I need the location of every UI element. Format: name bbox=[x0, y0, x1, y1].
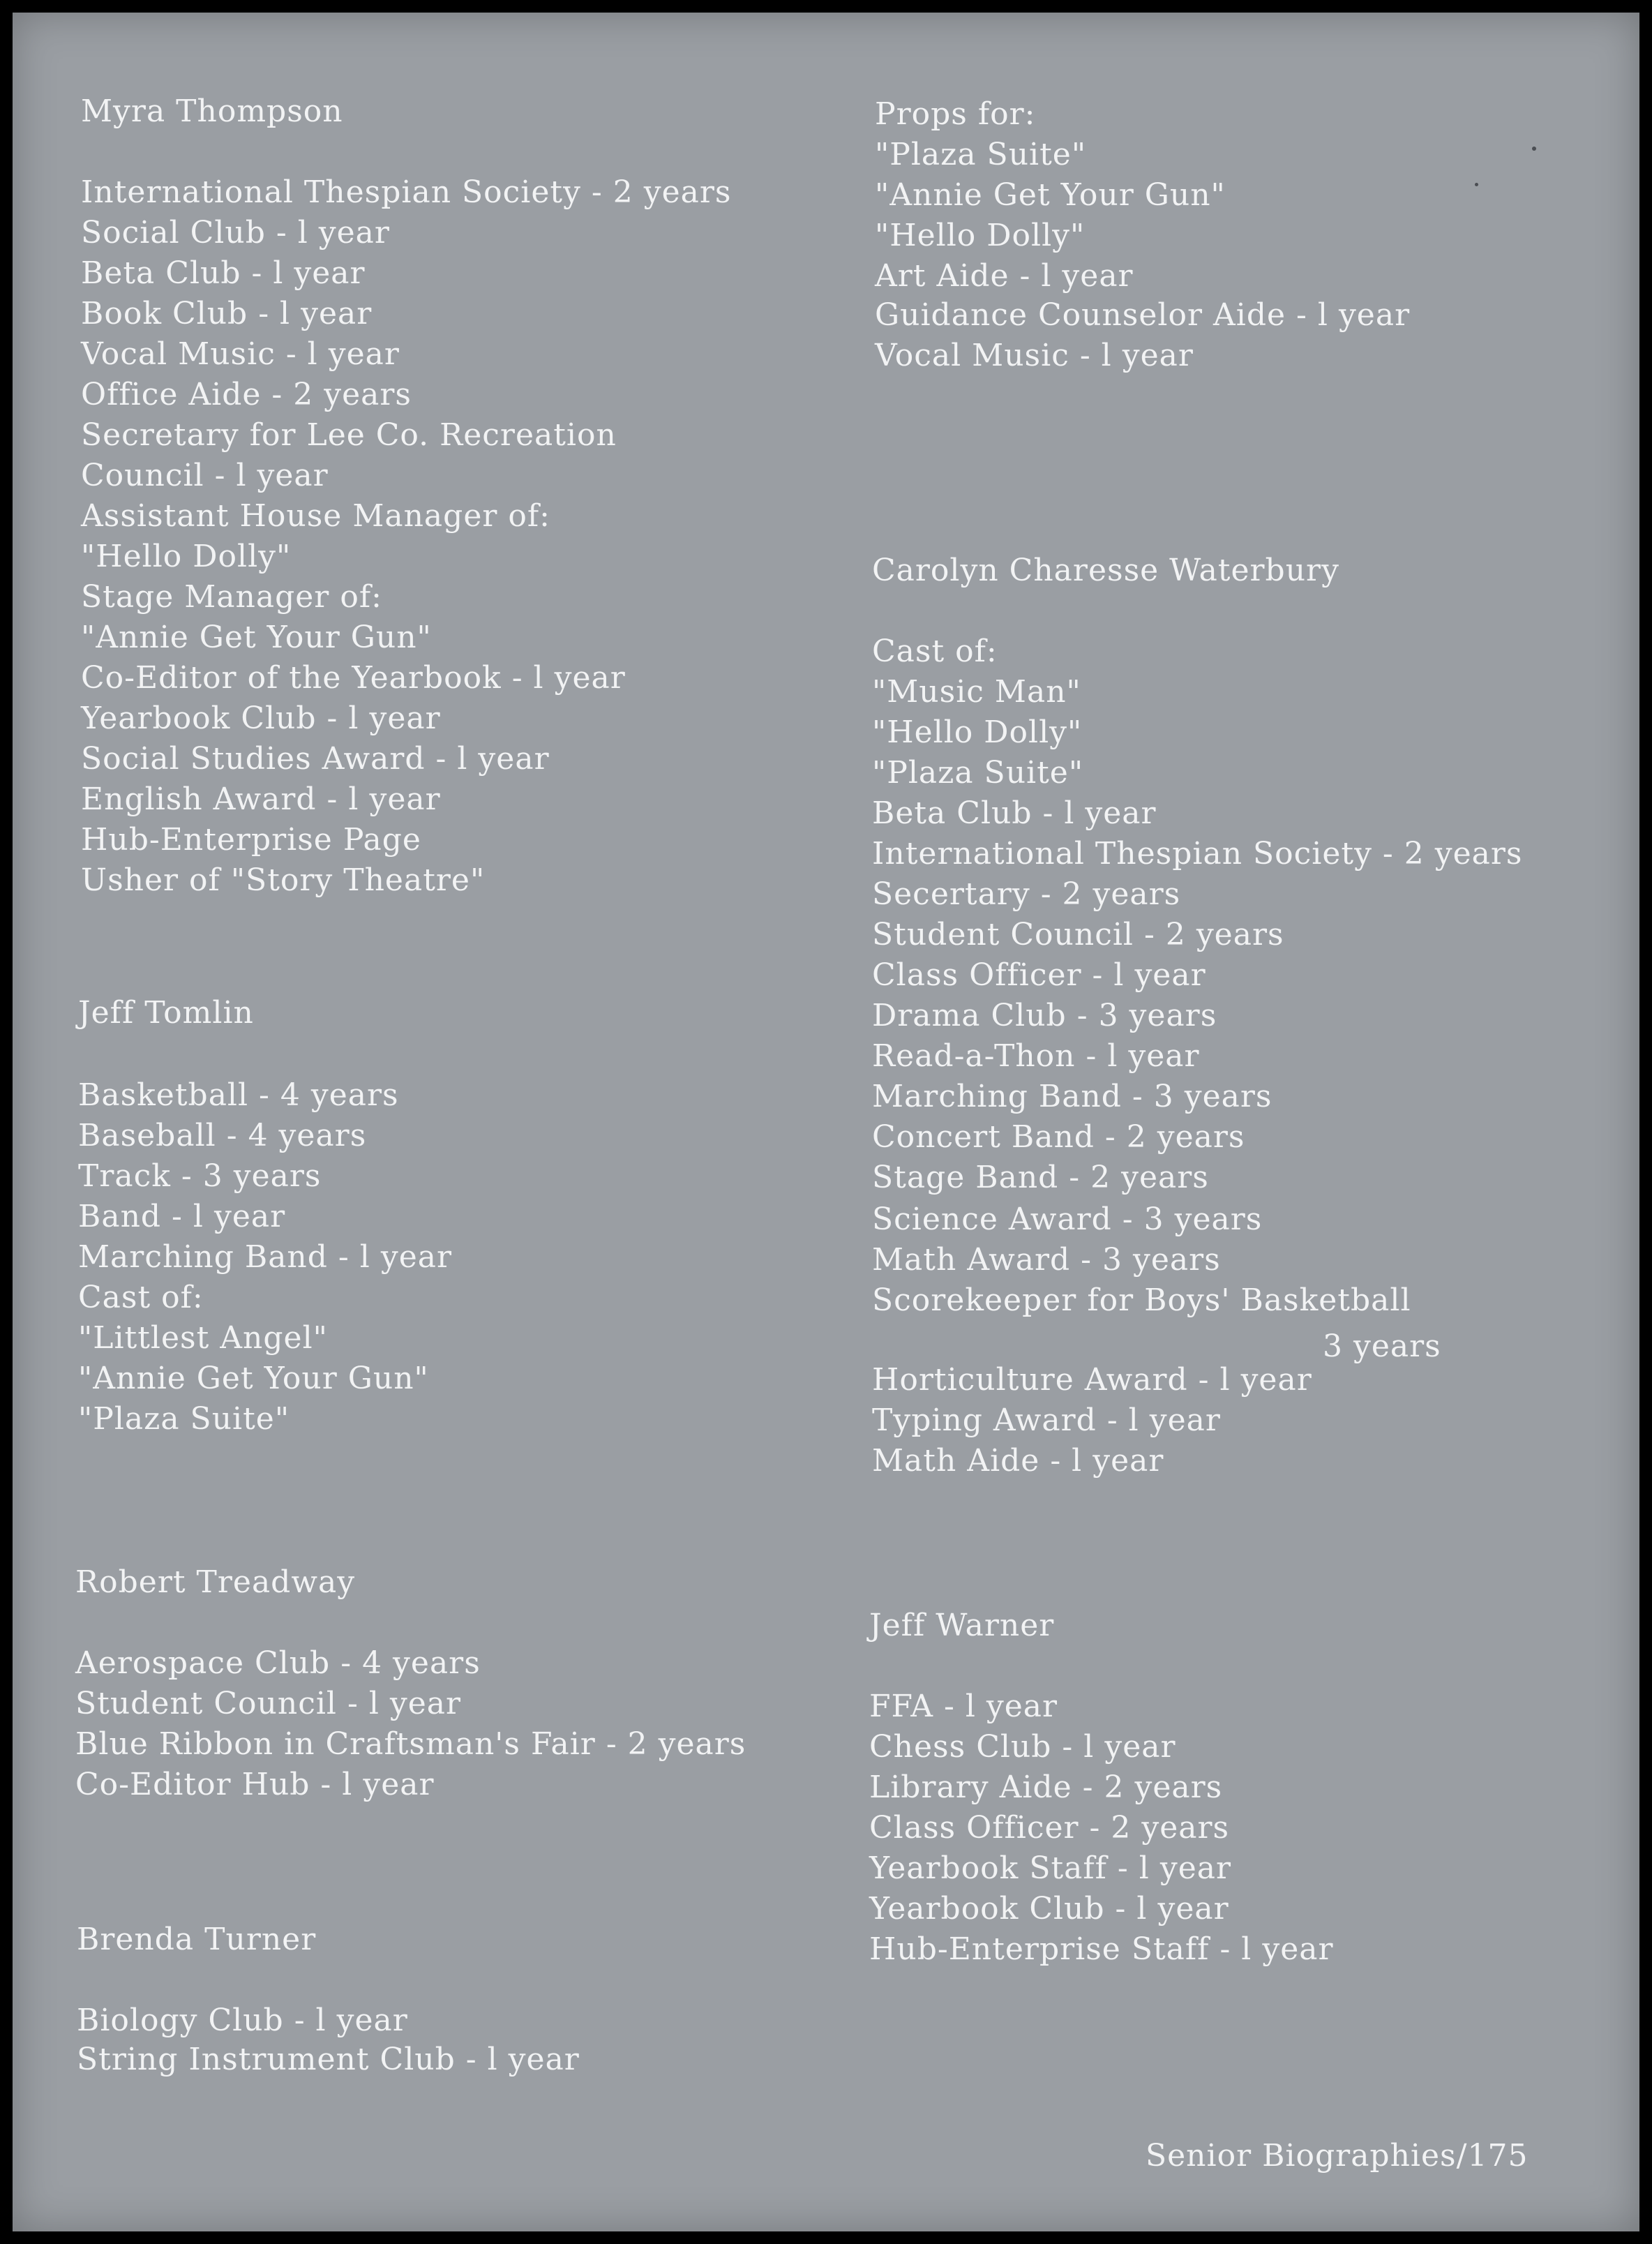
bio-item: International Thespian Society - 2 years bbox=[872, 836, 1523, 872]
print-speck bbox=[1532, 147, 1536, 151]
bio-item: Social Studies Award - l year bbox=[81, 741, 550, 777]
bio-item: Props for: bbox=[875, 96, 1036, 132]
bio-item: Scorekeeper for Boys' Basketball bbox=[872, 1282, 1411, 1318]
bio-item: Art Aide - l year bbox=[875, 258, 1134, 294]
print-speck bbox=[1475, 183, 1478, 186]
bio-item: Hub-Enterprise Staff - l year bbox=[869, 1931, 1334, 1967]
bio-item: Cast of: bbox=[872, 634, 998, 669]
bio-item: Yearbook Staff - l year bbox=[869, 1850, 1232, 1886]
bio-item: Math Award - 3 years bbox=[872, 1242, 1221, 1278]
bio-item: Co-Editor Hub - l year bbox=[75, 1767, 435, 1802]
bio-item: String Instrument Club - l year bbox=[77, 2042, 580, 2077]
bio-item: Stage Manager of: bbox=[81, 579, 382, 615]
bio-item: "Hello Dolly" bbox=[872, 715, 1083, 750]
bio-item: 3 years bbox=[1323, 1329, 1441, 1364]
bio-item: Vocal Music - l year bbox=[875, 338, 1194, 373]
bio-item: Student Council - l year bbox=[75, 1686, 462, 1721]
bio-item: Hub-Enterprise Page bbox=[81, 822, 421, 858]
bio-item: Council - l year bbox=[81, 458, 329, 493]
bio-item: Social Club - l year bbox=[81, 215, 390, 250]
bio-item: Biology Club - l year bbox=[77, 2003, 408, 2038]
bio-name: Myra Thompson bbox=[81, 94, 343, 129]
bio-item: Baseball - 4 years bbox=[78, 1118, 367, 1153]
bio-item: Drama Club - 3 years bbox=[872, 998, 1217, 1033]
bio-item: Student Council - 2 years bbox=[872, 917, 1284, 952]
bio-item: Guidance Counselor Aide - l year bbox=[875, 297, 1411, 333]
bio-item: "Annie Get Your Gun" bbox=[875, 177, 1226, 213]
bio-item: Aerospace Club - 4 years bbox=[75, 1645, 481, 1681]
bio-item: International Thespian Society - 2 years bbox=[81, 174, 732, 210]
bio-item: Beta Club - l year bbox=[872, 795, 1157, 831]
page-footer: Senior Biographies/175 bbox=[1146, 2138, 1529, 2174]
bio-item: Chess Club - l year bbox=[869, 1729, 1176, 1765]
bio-item: Book Club - l year bbox=[81, 296, 373, 331]
bio-item: "Hello Dolly" bbox=[875, 218, 1086, 253]
bio-item: Science Award - 3 years bbox=[872, 1202, 1263, 1237]
bio-item: Concert Band - 2 years bbox=[872, 1119, 1245, 1155]
bio-item: Library Aide - 2 years bbox=[869, 1770, 1223, 1805]
bio-item: "Music Man" bbox=[872, 674, 1081, 710]
bio-item: "Plaza Suite" bbox=[872, 755, 1084, 791]
bio-item: "Hello Dolly" bbox=[81, 539, 292, 574]
bio-name: Brenda Turner bbox=[77, 1922, 317, 1957]
bio-item: Basketball - 4 years bbox=[78, 1077, 399, 1113]
bio-item: Horticulture Award - l year bbox=[872, 1362, 1312, 1398]
bio-item: Secretary for Lee Co. Recreation bbox=[81, 417, 617, 453]
bio-item: Marching Band - l year bbox=[78, 1239, 452, 1275]
bio-item: Stage Band - 2 years bbox=[872, 1160, 1209, 1195]
bio-item: Blue Ribbon in Craftsman's Fair - 2 years bbox=[75, 1726, 746, 1762]
bio-item: FFA - l year bbox=[869, 1689, 1058, 1724]
bio-name: Jeff Warner bbox=[869, 1608, 1055, 1643]
bio-item: "Annie Get Your Gun" bbox=[78, 1361, 429, 1396]
bio-item: Yearbook Club - l year bbox=[81, 701, 441, 736]
bio-item: Usher of "Story Theatre" bbox=[81, 862, 486, 898]
bio-item: Office Aide - 2 years bbox=[81, 377, 412, 412]
bio-item: Band - l year bbox=[78, 1199, 286, 1234]
bio-item: "Littlest Angel" bbox=[78, 1320, 328, 1356]
bio-item: "Plaza Suite" bbox=[875, 137, 1087, 172]
bio-item: Read-a-Thon - l year bbox=[872, 1038, 1200, 1074]
bio-item: Cast of: bbox=[78, 1280, 204, 1315]
bio-item: Yearbook Club - l year bbox=[869, 1891, 1229, 1927]
bio-item: Typing Award - l year bbox=[872, 1402, 1221, 1438]
bio-item: Class Officer - 2 years bbox=[869, 1810, 1230, 1846]
bio-item: "Annie Get Your Gun" bbox=[81, 620, 432, 655]
bio-item: Secertary - 2 years bbox=[872, 876, 1181, 912]
bio-item: Class Officer - l year bbox=[872, 957, 1206, 993]
bio-item: Co-Editor of the Yearbook - l year bbox=[81, 660, 626, 696]
bio-item: Beta Club - l year bbox=[81, 255, 366, 291]
bio-item: "Plaza Suite" bbox=[78, 1401, 290, 1437]
bio-item: Vocal Music - l year bbox=[81, 336, 400, 372]
bio-name: Robert Treadway bbox=[75, 1564, 356, 1600]
yearbook-page bbox=[13, 13, 1639, 2231]
bio-item: Assistant House Manager of: bbox=[81, 498, 550, 534]
bio-name: Carolyn Charesse Waterbury bbox=[872, 553, 1339, 588]
bio-name: Jeff Tomlin bbox=[78, 995, 254, 1031]
bio-item: English Award - l year bbox=[81, 781, 441, 817]
bio-item: Track - 3 years bbox=[78, 1158, 322, 1194]
bio-item: Math Aide - l year bbox=[872, 1443, 1164, 1479]
bio-item: Marching Band - 3 years bbox=[872, 1079, 1272, 1114]
